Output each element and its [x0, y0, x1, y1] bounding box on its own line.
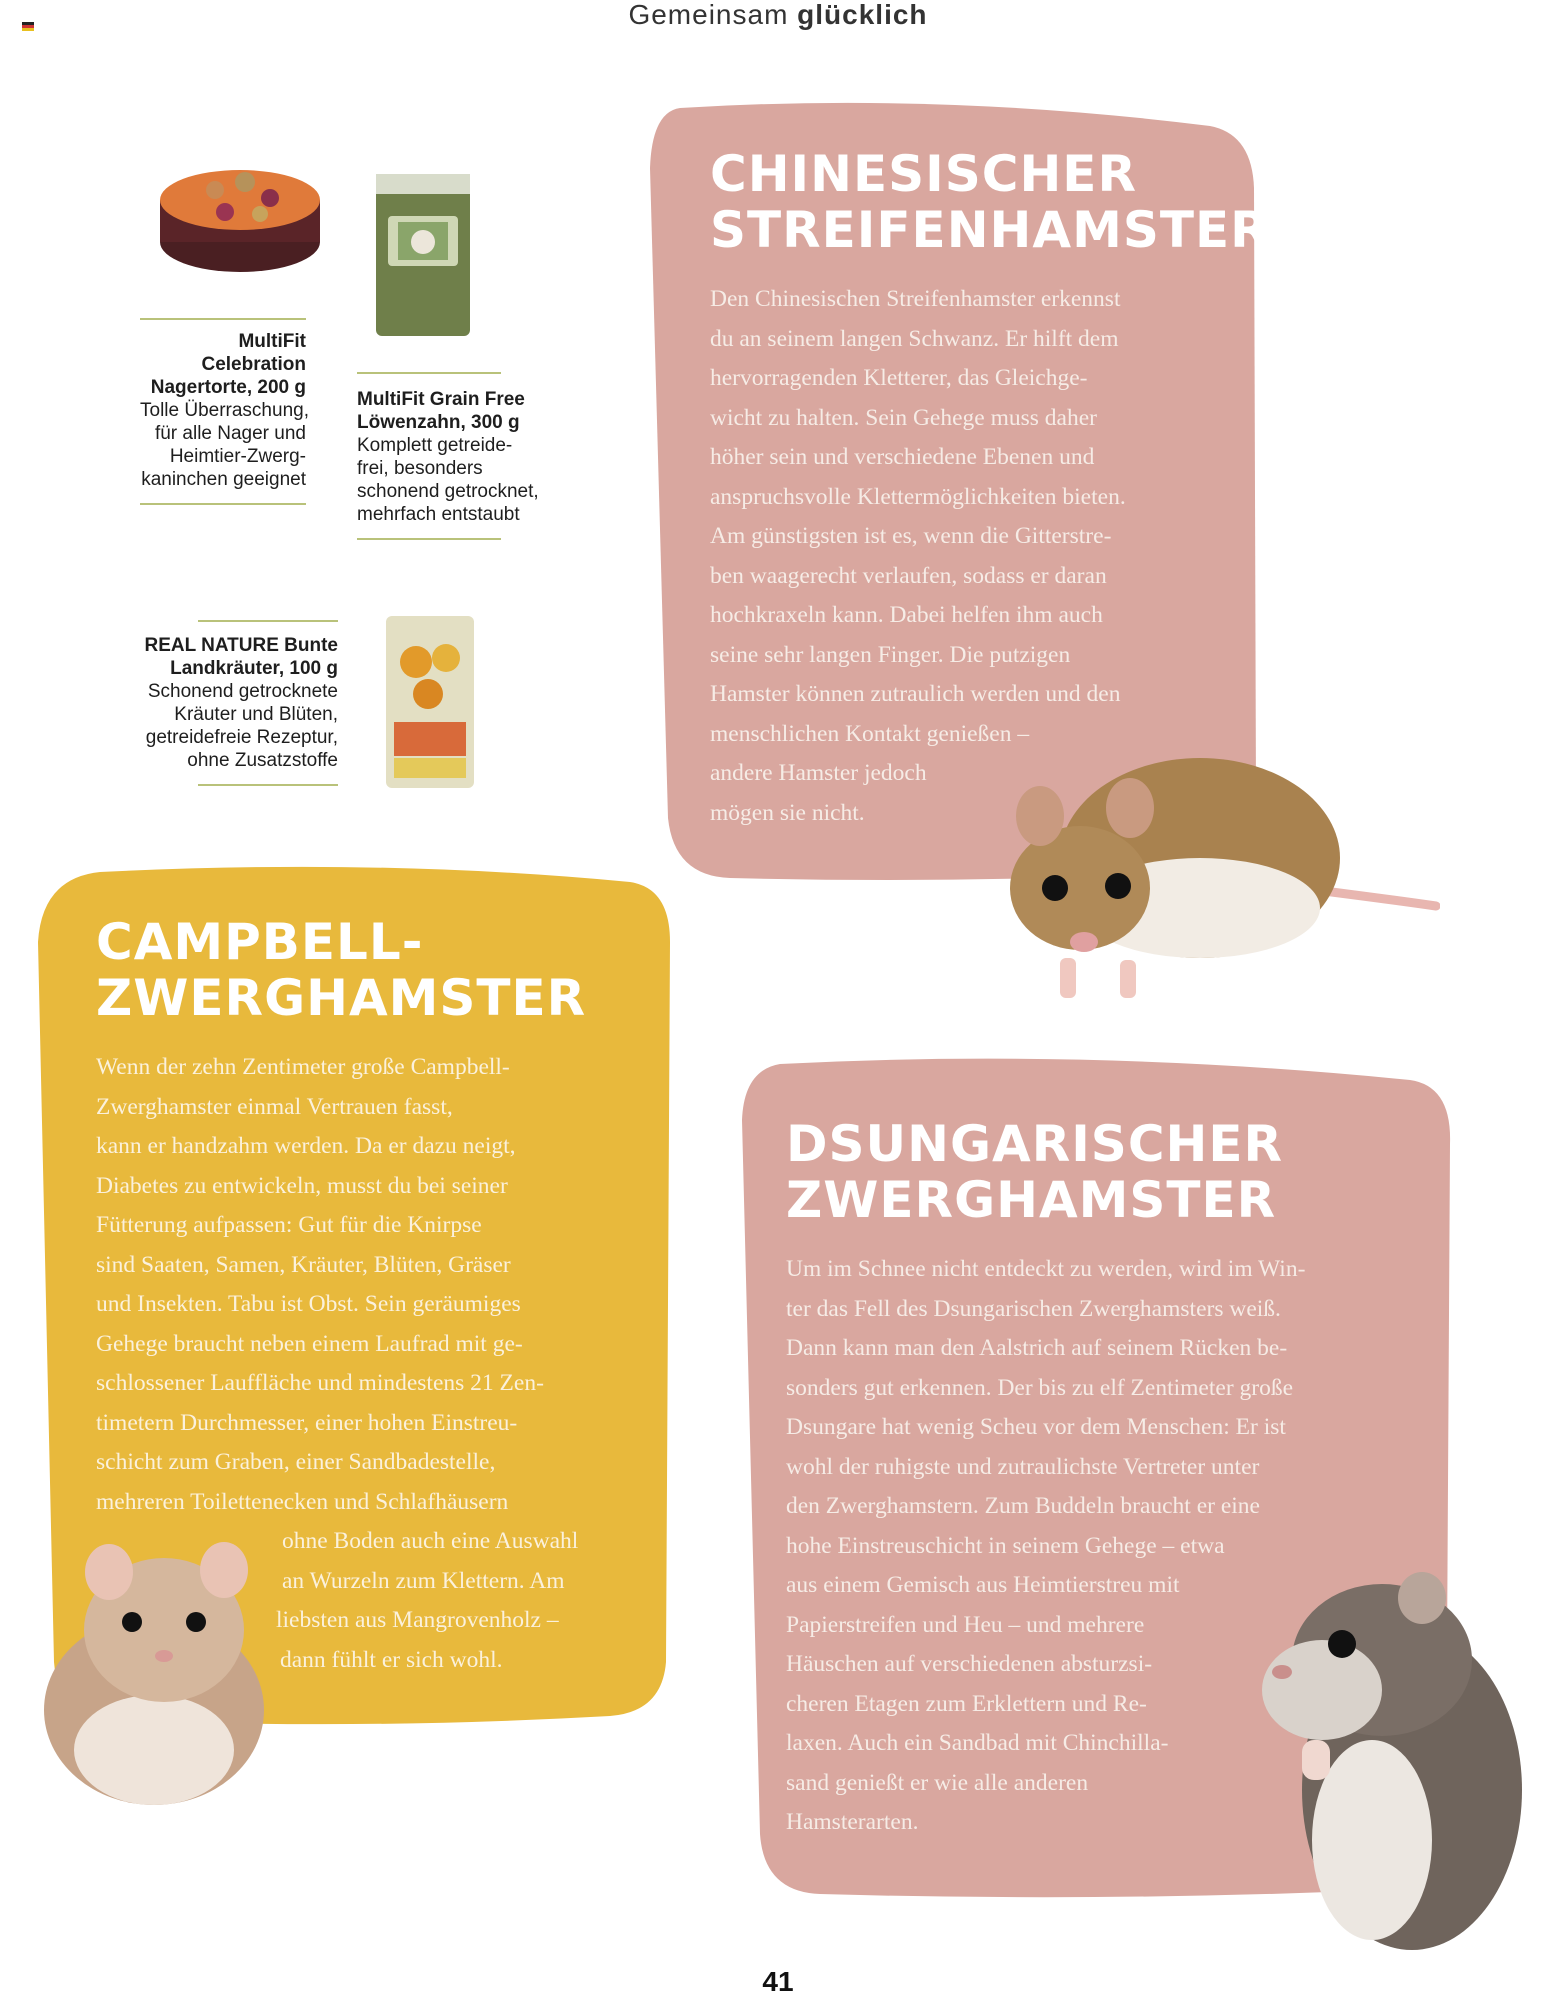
- product-desc-line: mehrfach entstaubt: [357, 504, 520, 525]
- body-line: den Zwerghamstern. Zum Buddeln braucht er eine: [786, 1493, 1260, 1519]
- body-line: höher sein und verschiedene Ebenen und: [710, 444, 1095, 470]
- body-line: hochkraxeln kann. Dabei helfen ihm auch: [710, 602, 1103, 628]
- product-card-landkraeuter: [138, 620, 338, 786]
- body-line: Dsungare hat wenig Scheu vor dem Menschen: Er ist: [786, 1414, 1286, 1440]
- body-line: seine sehr langen Finger. Die putzigen: [710, 641, 1071, 668]
- product-top-rule: [198, 620, 338, 622]
- product-desc-line: getreidefreie Rezeptur,: [145, 727, 338, 748]
- body-line: Gehege braucht neben einem Laufrad mit ge-: [96, 1330, 523, 1357]
- dsungarischer-hamster-photo: [1262, 1560, 1532, 1960]
- product-desc-line: Tolle Überraschung,: [140, 400, 309, 421]
- product-desc-line: kaninchen geeignet: [141, 469, 306, 490]
- product-title-line: REAL NATURE Bunte: [144, 635, 338, 656]
- product-desc-line: schonend getrocknet,: [357, 481, 539, 502]
- section-title-line: CHINESISCHER: [710, 145, 1137, 203]
- landkraeuter-product-image: [380, 612, 480, 792]
- product-title-line: Nagertorte, 200 g: [150, 377, 306, 398]
- body-line: an Wurzeln zum Klettern. Am: [282, 1567, 565, 1594]
- section-title-line: ZWERGHAMSTER: [786, 1171, 1277, 1229]
- section-dsungarischer-zwerghamster: [786, 1116, 1305, 1843]
- body-line: Zwerghamster einmal Vertrauen fasst,: [96, 1093, 453, 1120]
- body-line: mehreren Toilettenecken und Schlafhäusern: [96, 1488, 509, 1515]
- product-desc-line: ohne Zusatzstoffe: [187, 750, 338, 771]
- body-line: schlossener Lauffläche und mindestens 21 Zen-: [96, 1370, 544, 1396]
- body-line: mögen sie nicht.: [710, 799, 865, 826]
- body-line: hervorragenden Kletterer, das Gleichge-: [710, 365, 1088, 391]
- body-line: menschlichen Kontakt genießen –: [710, 720, 1030, 747]
- section-title-line: DSUNGARISCHER: [786, 1115, 1284, 1173]
- product-desc-line: für alle Nager und: [154, 423, 306, 444]
- body-line: laxen. Auch ein Sandbad mit Chinchilla-: [786, 1730, 1169, 1756]
- streifenhamster-photo: [1000, 738, 1440, 1020]
- body-line: anspruchsvolle Klettermöglichkeiten bieten.: [710, 483, 1126, 510]
- body-line: du an seinem langen Schwanz. Er hilft dem: [710, 325, 1119, 352]
- section-title: [786, 1116, 1305, 1228]
- product-title-line: MultiFit Grain Free: [357, 389, 525, 410]
- product-bottom-rule: [140, 503, 306, 505]
- body-line: andere Hamster jedoch: [710, 760, 927, 786]
- section-title-line: ZWERGHAMSTER: [96, 969, 587, 1027]
- body-line: dann fühlt er sich wohl.: [280, 1646, 503, 1673]
- section-title: [710, 146, 1270, 258]
- body-line: sind Saaten, Samen, Kräuter, Blüten, Gräser: [96, 1251, 511, 1278]
- body-line: ben waagerecht verlaufen, sodass er daran: [710, 562, 1107, 589]
- product-card-nagertorte: [140, 318, 309, 505]
- body-line: Am günstigsten ist es, wenn die Gitterstre-: [710, 523, 1112, 549]
- product-desc-line: Schonend getrocknete: [147, 681, 338, 702]
- product-desc-line: Komplett getreide-: [357, 435, 513, 456]
- header-bold: glücklich: [797, 0, 928, 30]
- body-line: Hamsterarten.: [786, 1809, 919, 1835]
- body-line: Den Chinesischen Streifenhamster erkennst: [710, 286, 1121, 312]
- product-desc-line: Kräuter und Blüten,: [174, 704, 338, 725]
- body-line: Fütterung aufpassen: Gut für die Knirpse: [96, 1212, 482, 1238]
- section-title-line: STREIFENHAMSTER: [710, 201, 1270, 259]
- body-line: schicht zum Graben, einer Sandbadestelle,: [96, 1449, 496, 1475]
- product-top-rule: [140, 318, 306, 320]
- product-desc-line: frei, besonders: [357, 458, 483, 479]
- section-title-line: CAMPBELL-: [96, 913, 424, 971]
- body-line: ohne Boden auch eine Auswahl: [282, 1528, 579, 1554]
- section-title: [96, 914, 586, 1026]
- product-title-line: Landkräuter, 100 g: [170, 658, 338, 679]
- body-line: sand genießt er wie alle anderen: [786, 1769, 1089, 1796]
- body-line: und Insekten. Tabu ist Obst. Sein geräumiges: [96, 1291, 521, 1317]
- product-bottom-rule: [357, 538, 501, 540]
- body-line: Papierstreifen und Heu – und mehrere: [786, 1611, 1145, 1638]
- body-line: Um im Schnee nicht entdeckt zu werden, wird im Win-: [786, 1256, 1306, 1282]
- section-chinesischer-streifenhamster: [710, 146, 1270, 833]
- body-line: cheren Etagen zum Erklettern und Re-: [786, 1690, 1147, 1717]
- product-desc-line: Heimtier-Zwerg-: [169, 446, 306, 467]
- page-header: [0, 0, 1556, 30]
- body-line: Hamster können zutraulich werden und den: [710, 681, 1121, 707]
- body-line: ter das Fell des Dsungarischen Zwerghamsters weiß.: [786, 1295, 1281, 1322]
- body-line: kann er handzahm werden. Da er dazu neigt,: [96, 1133, 516, 1159]
- body-line: Dann kann man den Aalstrich auf seinem Rücken be-: [786, 1335, 1288, 1361]
- body-line: liebsten aus Mangrovenholz –: [276, 1607, 559, 1633]
- nagertorte-product-image: [155, 150, 325, 290]
- body-line: aus einem Gemisch aus Heimtierstreu mit: [786, 1572, 1180, 1598]
- body-line: timetern Durchmesser, einer hohen Einstreu-: [96, 1409, 518, 1436]
- body-line: wohl der ruhigste und zutraulichste Vertreter unter: [786, 1453, 1260, 1480]
- body-line: Häuschen auf verschiedenen absturzsi-: [786, 1651, 1153, 1677]
- section-body: [786, 1250, 1305, 1843]
- body-line: wicht zu halten. Sein Gehege muss daher: [710, 404, 1097, 431]
- product-title-line: MultiFit Celebration: [201, 331, 306, 375]
- body-line: Diabetes zu entwickeln, musst du bei seiner: [96, 1172, 508, 1199]
- body-line: sonders gut erkennen. Der bis zu elf Zentimeter große: [786, 1374, 1294, 1401]
- product-bottom-rule: [198, 784, 338, 786]
- product-card-loewenzahn: [357, 372, 557, 540]
- product-title-line: Löwenzahn, 300 g: [357, 412, 520, 433]
- body-line: Wenn der zehn Zentimeter große Campbell-: [96, 1054, 510, 1080]
- header-light: Gemeinsam: [628, 0, 789, 30]
- page-number: 41: [762, 1966, 794, 1997]
- product-top-rule: [357, 372, 501, 374]
- campbell-hamster-photo: [14, 1530, 264, 1810]
- loewenzahn-product-image: [368, 170, 478, 340]
- body-line: hohe Einstreuschicht in seinem Gehege – etwa: [786, 1532, 1225, 1559]
